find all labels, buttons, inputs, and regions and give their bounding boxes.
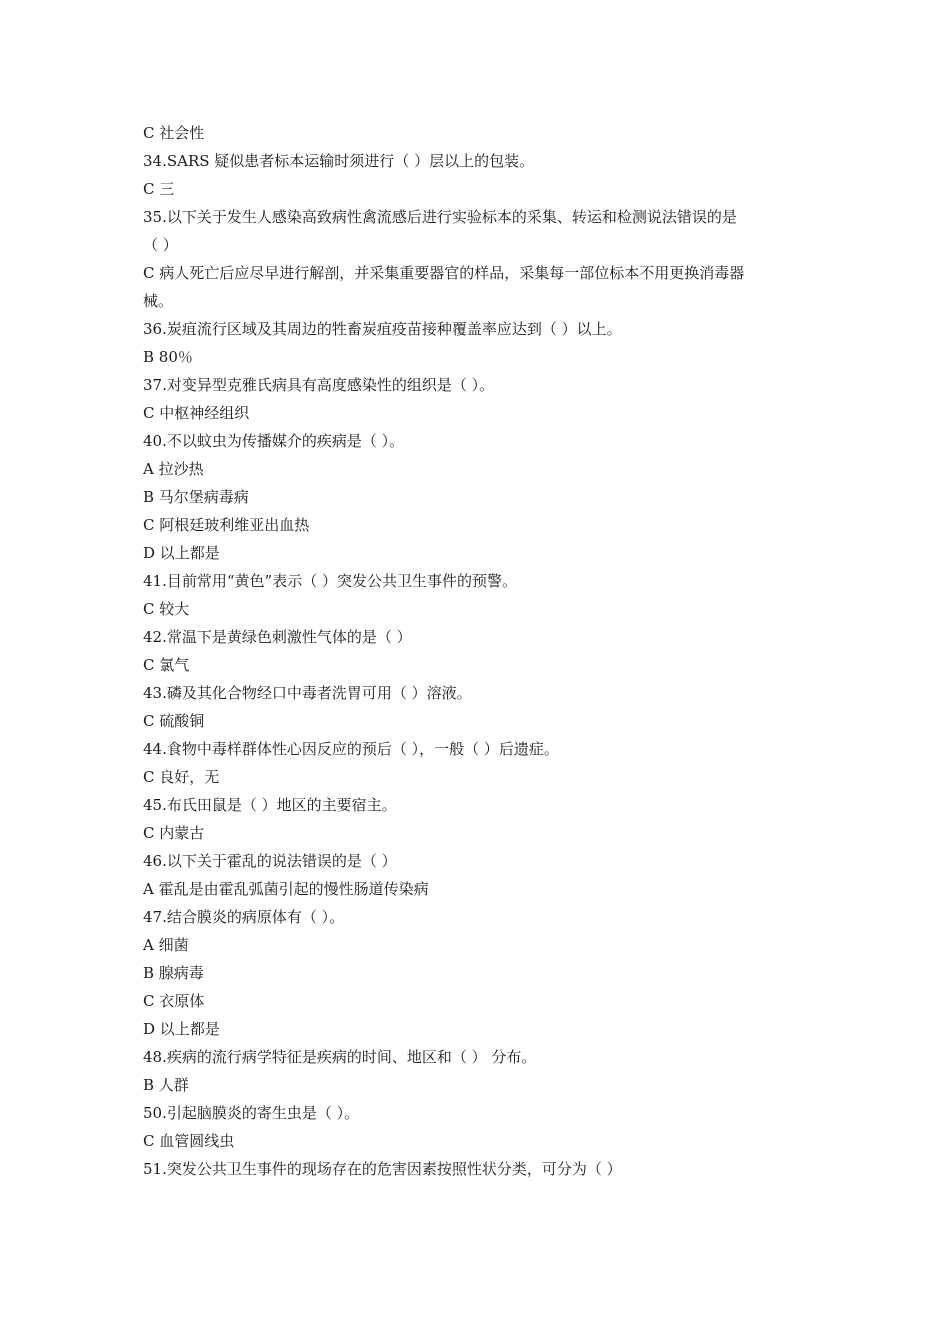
question-47: 47.结合膜炎的病原体有（ ）。	[143, 908, 345, 926]
question-40: 40.不以蚊虫为传播媒介的疾病是（ ）。	[143, 432, 405, 450]
answer-line: A 拉沙热	[143, 460, 204, 478]
answer-line: B 人群	[143, 1076, 189, 1094]
question-41: 41.目前常用“黄色”表示（ ）突发公共卫生事件的预警。	[143, 572, 517, 590]
question-35-continued: （ ）	[143, 236, 178, 254]
document-body	[143, 119, 813, 1183]
answer-line: A 霍乱是由霍乱弧菌引起的慢性肠道传染病	[143, 880, 429, 898]
question-50: 50.引起脑膜炎的寄生虫是（ ）。	[143, 1104, 360, 1122]
question-42: 42.常温下是黄绿色刺激性气体的是（ ）	[143, 628, 412, 646]
question-51: 51.突发公共卫生事件的现场存在的危害因素按照性状分类，可分为（ ）	[143, 1160, 622, 1178]
answer-line: B 腺病毒	[143, 964, 204, 982]
answer-line: A 细菌	[143, 936, 189, 954]
answer-line: C 较大	[143, 600, 190, 618]
answer-line: C 硫酸铜	[143, 712, 205, 730]
answer-line: C 病人死亡后应尽早进行解剖，并采集重要器官的样品，采集每一部位标本不用更换消毒器	[143, 264, 745, 282]
answer-line: C 阿根廷玻利维亚出血热	[143, 516, 310, 534]
question-34: 34.SARS 疑似患者标本运输时须进行（ ）层以上的包装。	[143, 152, 535, 170]
answer-line: D 以上都是	[143, 1020, 220, 1038]
answer-line: C 社会性	[143, 124, 205, 142]
question-36: 36.炭疽流行区域及其周边的牲畜炭疽疫苗接种覆盖率应达到（ ）以上。	[143, 320, 622, 338]
answer-line: D 以上都是	[143, 544, 220, 562]
answer-line-continued: 械。	[143, 292, 174, 310]
answer-line: C 氯气	[143, 656, 190, 674]
question-46: 46.以下关于霍乱的说法错误的是（ ）	[143, 852, 397, 870]
answer-line: C 内蒙古	[143, 824, 205, 842]
answer-line: B 马尔堡病毒病	[143, 488, 249, 506]
answer-line: C 中枢神经组织	[143, 404, 250, 422]
answer-line: B 80％	[143, 348, 193, 366]
answer-line: C 良好，无	[143, 768, 220, 786]
question-48: 48.疾病的流行病学特征是疾病的时间、地区和（ ） 分布。	[143, 1048, 537, 1066]
question-45: 45.布氏田鼠是（ ）地区的主要宿主。	[143, 796, 397, 814]
question-37: 37.对变异型克雅氏病具有高度感染性的组织是（ ）。	[143, 376, 495, 394]
answer-line: C 血管圆线虫	[143, 1132, 235, 1150]
answer-line: C 衣原体	[143, 992, 205, 1010]
question-44: 44.食物中毒样群体性心因反应的预后（ ），一般（ ）后遗症。	[143, 740, 559, 758]
answer-line: C 三	[143, 180, 175, 198]
question-35: 35.以下关于发生人感染高致病性禽流感后进行实验标本的采集、转运和检测说法错误的是	[143, 208, 737, 226]
question-43: 43.磷及其化合物经口中毒者洗胃可用（ ）溶液。	[143, 684, 472, 702]
